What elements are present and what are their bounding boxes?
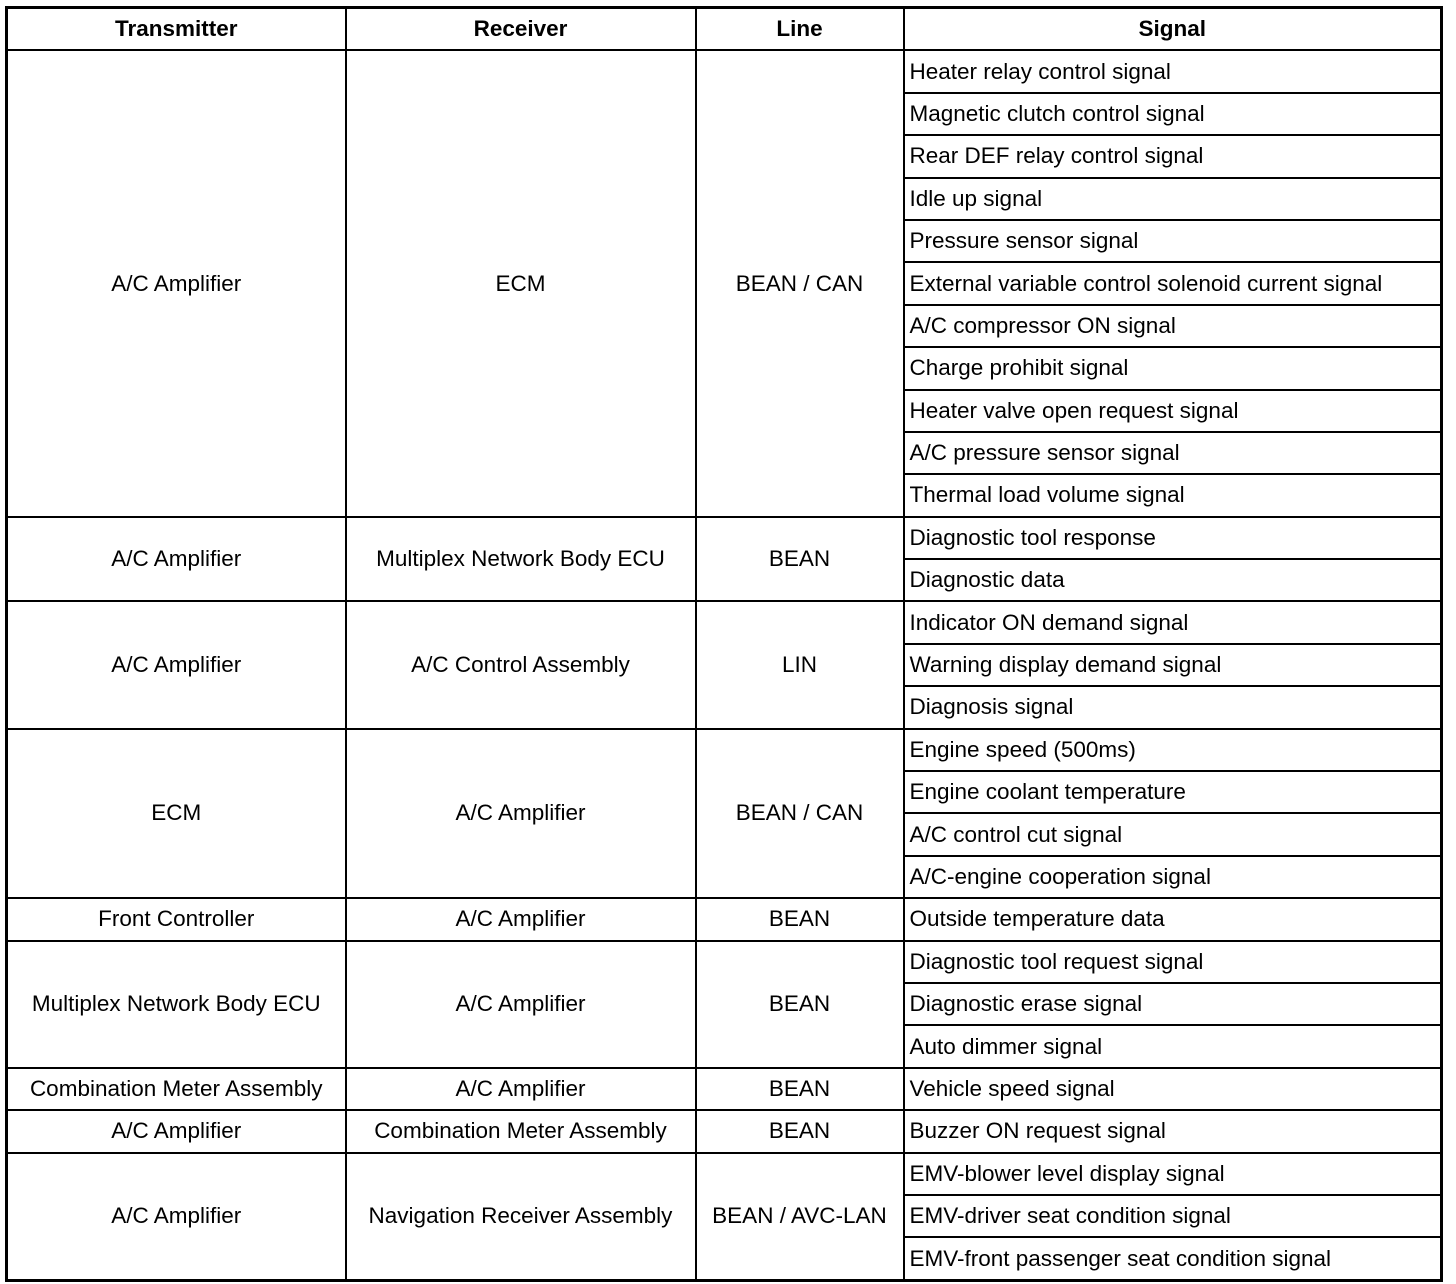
signal-cell: Diagnostic data xyxy=(904,559,1442,601)
table-header xyxy=(7,8,1442,51)
receiver-cell: A/C Amplifier xyxy=(346,729,696,899)
table-row xyxy=(7,941,1442,983)
signal-cell: EMV-front passenger seat condition signal xyxy=(904,1237,1442,1280)
signal-cell: Diagnostic erase signal xyxy=(904,983,1442,1025)
table-row xyxy=(7,1068,1442,1110)
transmitter-cell: Front Controller xyxy=(7,898,346,940)
table-row xyxy=(7,601,1442,643)
signal-cell: Diagnostic tool request signal xyxy=(904,941,1442,983)
transmitter-cell: A/C Amplifier xyxy=(7,1153,346,1281)
receiver-cell: Combination Meter Assembly xyxy=(346,1110,696,1152)
transmitter-cell: A/C Amplifier xyxy=(7,1110,346,1152)
signal-cell: Diagnosis signal xyxy=(904,686,1442,728)
signal-cell: A/C pressure sensor signal xyxy=(904,432,1442,474)
signal-cell: Engine speed (500ms) xyxy=(904,729,1442,771)
signal-cell: EMV-driver seat condition signal xyxy=(904,1195,1442,1237)
receiver-cell: Navigation Receiver Assembly xyxy=(346,1153,696,1281)
receiver-cell: A/C Amplifier xyxy=(346,1068,696,1110)
transmitter-cell: A/C Amplifier xyxy=(7,517,346,602)
receiver-cell: Multiplex Network Body ECU xyxy=(346,517,696,602)
table-row xyxy=(7,517,1442,559)
signal-cell: A/C compressor ON signal xyxy=(904,305,1442,347)
receiver-cell: A/C Amplifier xyxy=(346,898,696,940)
line-cell: LIN xyxy=(696,601,904,728)
signal-cell: Idle up signal xyxy=(904,178,1442,220)
header-transmitter: Transmitter xyxy=(7,8,346,51)
header-line: Line xyxy=(696,8,904,51)
signal-cell: Warning display demand signal xyxy=(904,644,1442,686)
line-cell: BEAN xyxy=(696,1068,904,1110)
line-cell: BEAN xyxy=(696,1110,904,1152)
signal-cell: Magnetic clutch control signal xyxy=(904,93,1442,135)
signal-cell: Charge prohibit signal xyxy=(904,347,1442,389)
signal-cell: External variable control solenoid current signal xyxy=(904,262,1442,304)
signal-cell: Thermal load volume signal xyxy=(904,474,1442,516)
signal-cell: A/C control cut signal xyxy=(904,813,1442,855)
transmitter-cell: A/C Amplifier xyxy=(7,601,346,728)
signal-cell: A/C-engine cooperation signal xyxy=(904,856,1442,898)
table-row xyxy=(7,50,1442,92)
line-cell: BEAN xyxy=(696,898,904,940)
receiver-cell: A/C Control Assembly xyxy=(346,601,696,728)
signal-cell: Auto dimmer signal xyxy=(904,1025,1442,1067)
receiver-cell: A/C Amplifier xyxy=(346,941,696,1068)
header-receiver: Receiver xyxy=(346,8,696,51)
line-cell: BEAN xyxy=(696,941,904,1068)
table-body xyxy=(7,50,1442,1280)
signal-cell: Indicator ON demand signal xyxy=(904,601,1442,643)
signal-cell: Heater relay control signal xyxy=(904,50,1442,92)
signal-cell: Engine coolant temperature xyxy=(904,771,1442,813)
signal-cell: EMV-blower level display signal xyxy=(904,1153,1442,1195)
signal-cell: Buzzer ON request signal xyxy=(904,1110,1442,1152)
signal-cell: Outside temperature data xyxy=(904,898,1442,940)
signal-cell: Pressure sensor signal xyxy=(904,220,1442,262)
signal-cell: Diagnostic tool response xyxy=(904,517,1442,559)
header-signal: Signal xyxy=(904,8,1442,51)
receiver-cell: ECM xyxy=(346,50,696,516)
line-cell: BEAN / AVC-LAN xyxy=(696,1153,904,1281)
transmitter-cell: ECM xyxy=(7,729,346,899)
signal-cell: Heater valve open request signal xyxy=(904,390,1442,432)
transmitter-cell: A/C Amplifier xyxy=(7,50,346,516)
line-cell: BEAN / CAN xyxy=(696,50,904,516)
transmitter-cell: Multiplex Network Body ECU xyxy=(7,941,346,1068)
signal-cell: Vehicle speed signal xyxy=(904,1068,1442,1110)
transmitter-cell: Combination Meter Assembly xyxy=(7,1068,346,1110)
signal-table xyxy=(5,6,1443,1282)
header-row xyxy=(7,8,1442,51)
table-row xyxy=(7,729,1442,771)
line-cell: BEAN / CAN xyxy=(696,729,904,899)
table-row xyxy=(7,1110,1442,1152)
signal-cell: Rear DEF relay control signal xyxy=(904,135,1442,177)
line-cell: BEAN xyxy=(696,517,904,602)
table-row xyxy=(7,1153,1442,1195)
table-row xyxy=(7,898,1442,940)
